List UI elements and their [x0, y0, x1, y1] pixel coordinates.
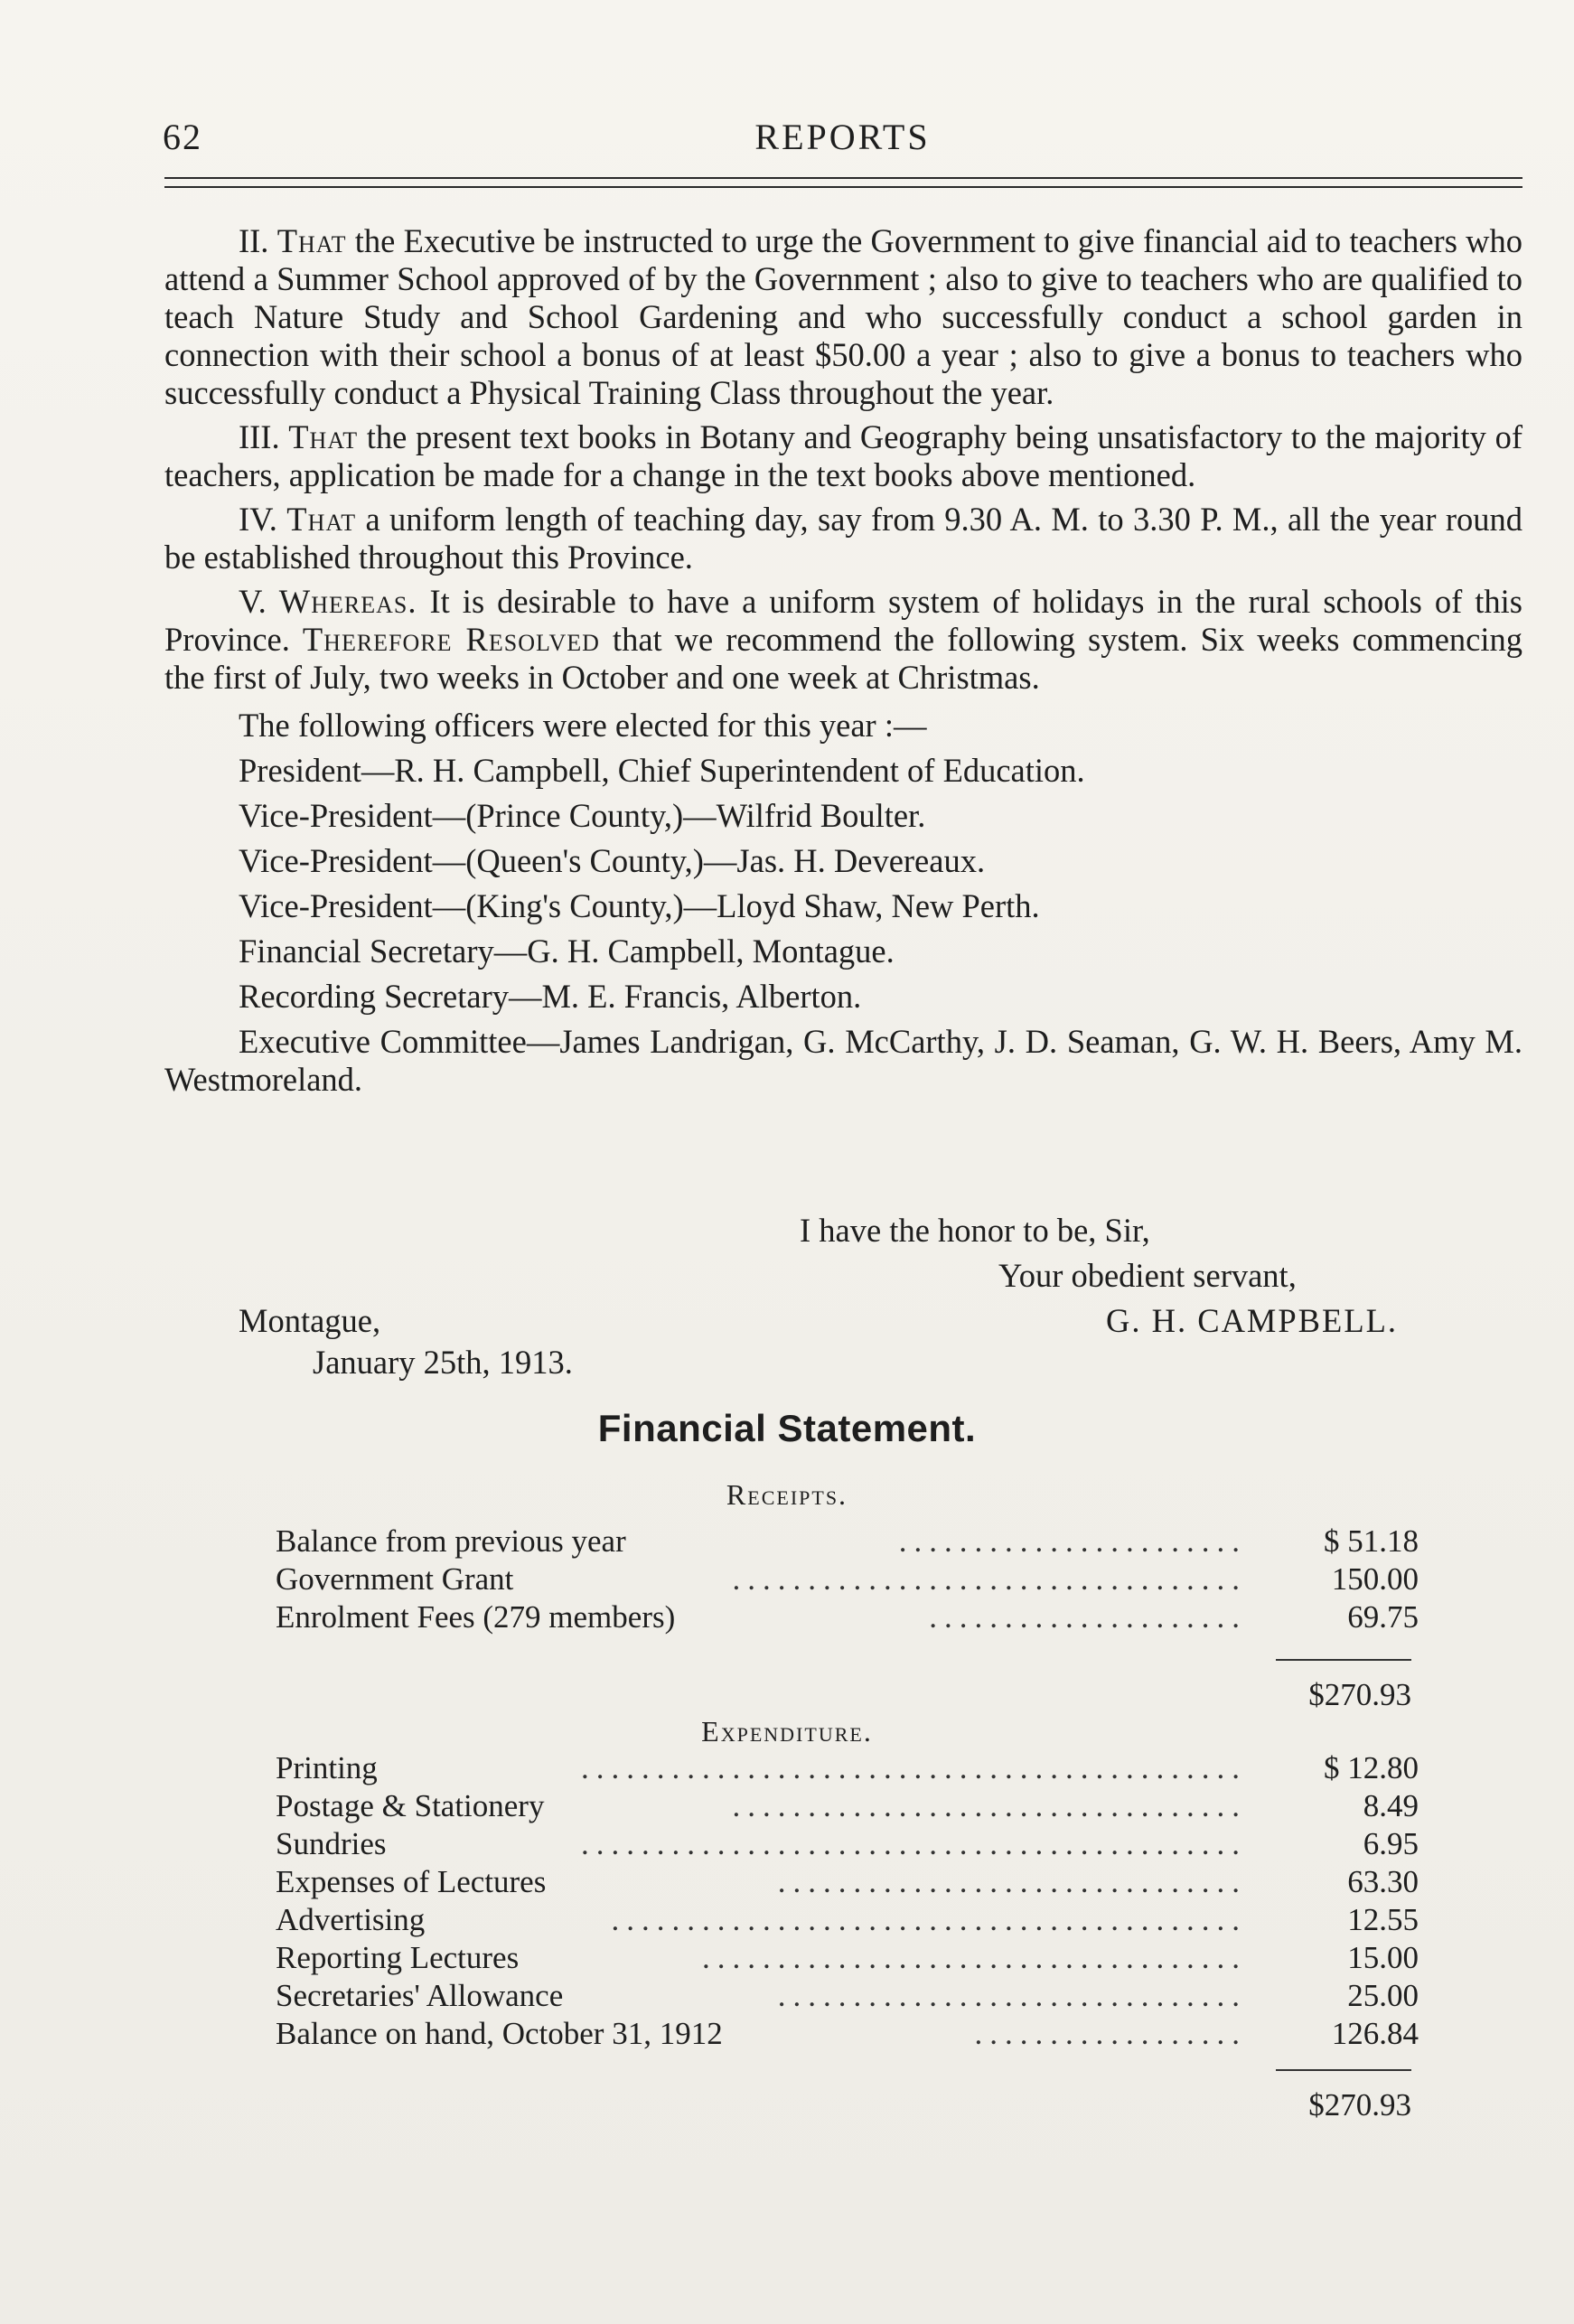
dot-leader: ...............................: [777, 1978, 1247, 2013]
resolution-keyword: That: [286, 501, 357, 538]
dot-leader: ............................................: [581, 1826, 1247, 1861]
dot-leader: ..................................: [732, 1561, 1247, 1597]
expenditure-table: [276, 1750, 1419, 2054]
table-row: [276, 1561, 1419, 1599]
resolution-text: the Executive be instructed to urge the Government to give financial aid to teachers who attend a Summer School approved of by the Government ; also to give to teachers who are qualified to teach Nature Study and School Gardening and who successfully conduct a school garden in connection with their school a bonus of at least $50.00 a year ; also to give a bonus to teachers who successfully conduct a Physical Training Class throughout the year.: [164, 222, 1522, 411]
table-row: [276, 1788, 1419, 1826]
row-label: Expenses of Lectures: [276, 1864, 547, 1899]
resolution-text: the present text books in Botany and Geography being unsatisfactory to the majority of teachers, application be made for a change in the text books above mentioned.: [164, 418, 1522, 493]
dot-leader: .....................: [929, 1599, 1247, 1635]
dot-leader: ............................................: [581, 1750, 1247, 1785]
resolution-number: III.: [239, 418, 280, 455]
resolution-v: [164, 583, 1522, 697]
resolution-ii: [164, 222, 1522, 412]
row-amount: 25.00: [1347, 1978, 1419, 2013]
closing-signature: G. H. CAMPBELL.: [1106, 1302, 1399, 1339]
resolution-text: a uniform length of teaching day, say from 9.30 A. M. to 3.30 P. M., all the year round be established throughout this Province.: [164, 501, 1522, 576]
expenditure-heading: Expenditure.: [701, 1715, 873, 1748]
table-row: [276, 1826, 1419, 1864]
officers-list: [164, 703, 1522, 1099]
table-row: [276, 1864, 1419, 1902]
dot-leader: ..................................: [732, 1788, 1247, 1823]
header-rule: [164, 177, 1522, 188]
closing-honor: I have the honor to be, Sir,: [800, 1212, 1150, 1249]
row-label: Postage & Stationery: [276, 1788, 545, 1823]
row-label: Enrolment Fees (279 members): [276, 1599, 676, 1635]
dot-leader: .......................: [898, 1523, 1247, 1559]
running-title: REPORTS: [754, 117, 931, 157]
officer-entry: Vice-President—(Queen's County,)—Jas. H. Devereaux.: [239, 842, 986, 879]
row-amount: 12.55: [1347, 1902, 1419, 1937]
table-row: [276, 1978, 1419, 2016]
resolution-keyword: Whereas.: [278, 583, 417, 620]
row-label: Sundries: [276, 1826, 387, 1861]
resolution-number: V.: [239, 583, 267, 620]
resolution-text: that we recommend the following system. Six weeks commencing the first of July, two weeks in October and one week at Christmas.: [164, 621, 1522, 696]
expenditure-total: $270.93: [1308, 2087, 1411, 2123]
receipts-table: [276, 1523, 1419, 1637]
row-label: Balance on hand, October 31, 1912: [276, 2016, 723, 2051]
officer-entry: Vice-President—(King's County,)—Lloyd Shaw, New Perth.: [239, 887, 1040, 924]
receipts-total: $270.93: [1308, 1677, 1411, 1712]
page-header: [163, 116, 1522, 170]
dot-leader: ..................: [974, 2016, 1247, 2051]
row-amount: 6.95: [1363, 1826, 1419, 1861]
table-row: [276, 1902, 1419, 1940]
officer-entry: President—R. H. Campbell, Chief Superintendent of Education.: [239, 752, 1085, 789]
closing-block: [0, 1211, 1574, 1392]
dot-leader: ....................................: [702, 1940, 1247, 1975]
resolution-iv: [164, 501, 1522, 576]
closing-place: Montague,: [239, 1302, 381, 1339]
resolution-keyword: That: [288, 418, 359, 455]
row-amount: 8.49: [1363, 1788, 1419, 1823]
resolution-iii: [164, 418, 1522, 494]
resolution-number: IV.: [239, 501, 277, 538]
table-row: [276, 1523, 1419, 1561]
dot-leader: ...............................: [777, 1864, 1247, 1899]
officer-entry: Financial Secretary—G. H. Campbell, Montague.: [239, 932, 895, 970]
receipts-heading: Receipts.: [726, 1478, 848, 1511]
closing-date: January 25th, 1913.: [313, 1344, 573, 1381]
financial-statement-title: Financial Statement.: [597, 1407, 977, 1449]
table-row: [276, 1750, 1419, 1788]
dot-leader: ..........................................: [611, 1902, 1247, 1937]
resolution-text: It is desirable to have a uniform system of holidays in the rural schools of this Province.: [164, 583, 1523, 658]
row-amount: 126.84: [1331, 2016, 1419, 2051]
page-number: 62: [163, 117, 202, 157]
row-label: Reporting Lectures: [276, 1940, 520, 1975]
officer-entry: Executive Committee—James Landrigan, G. McCarthy, J. D. Seaman, G. W. H. Beers, Amy M. Westmoreland.: [164, 1023, 1522, 1098]
officer-entry: Vice-President—(Prince County,)—Wilfrid Boulter.: [239, 797, 926, 834]
row-amount: 63.30: [1347, 1864, 1419, 1899]
receipts-sum-rule: [1276, 1659, 1411, 1661]
resolution-keyword: Therefore Resolved: [302, 621, 600, 658]
resolution-number: II.: [239, 222, 269, 259]
row-amount: $ 51.18: [1324, 1523, 1419, 1559]
row-amount: $ 12.80: [1324, 1750, 1419, 1785]
officers-intro: The following officers were elected for this year :—: [239, 707, 927, 744]
table-row: [276, 2016, 1419, 2054]
officer-entry: Recording Secretary—M. E. Francis, Alberton.: [239, 978, 862, 1015]
row-label: Government Grant: [276, 1561, 514, 1597]
row-amount: 69.75: [1347, 1599, 1419, 1635]
report-body: [164, 222, 1522, 1099]
row-label: Printing: [276, 1750, 378, 1785]
table-row: [276, 1940, 1419, 1978]
table-row: [276, 1599, 1419, 1637]
row-amount: 15.00: [1347, 1940, 1419, 1975]
row-amount: 150.00: [1331, 1561, 1419, 1597]
row-label: Balance from previous year: [276, 1523, 626, 1559]
row-label: Secretaries' Allowance: [276, 1978, 564, 2013]
row-label: Advertising: [276, 1902, 426, 1937]
expenditure-sum-rule: [1276, 2069, 1411, 2071]
closing-servant: Your obedient servant,: [998, 1257, 1297, 1294]
resolution-keyword: That: [276, 222, 347, 259]
